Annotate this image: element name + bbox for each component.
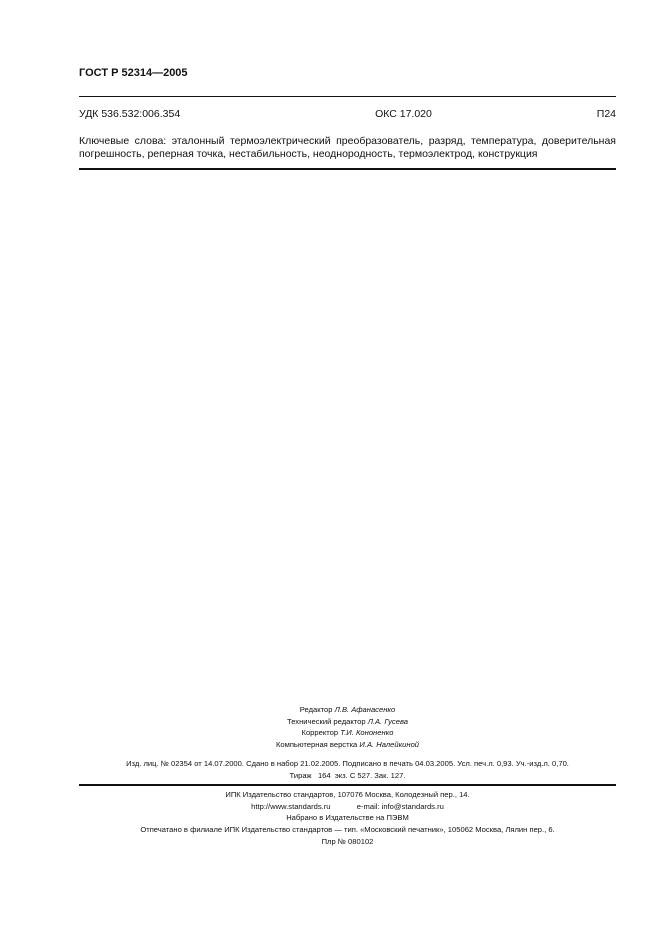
classification-row	[79, 108, 616, 120]
credit-line-editor: Редактор Л.В. Афанасенко	[299, 705, 396, 714]
credits-block	[79, 704, 616, 751]
udk-code: УДК 536.532:006.354	[79, 108, 181, 120]
publishing-details	[79, 758, 616, 781]
header-divider	[79, 96, 616, 97]
credit-line-layout: Компьютерная верстка И.А. Налейкиной	[275, 740, 420, 750]
printer-contacts	[79, 801, 616, 813]
publishing-line-1: Изд. лиц. № 02354 от 14.07.2000. Сдано в набор 21.02.2005. Подписано в печать 04.03.2005. Усл. печ.л. 0,93. Уч.-изд.л. 0,70.	[126, 759, 569, 768]
printer-license: Плр № 080102	[321, 836, 374, 846]
document-code: ГОСТ Р 52314—2005	[79, 67, 188, 79]
printer-address: ИПК Издательство стандартов, 107076 Москва, Колодезный пер., 14.	[225, 790, 470, 799]
printer-printed: Отпечатано в филиале ИПК Издательство стандартов — тип. «Московский печатник», 105062 Москва, Лялин пер., 6.	[140, 825, 555, 835]
oks-code: ОКС 17.020	[375, 108, 432, 120]
keywords-divider	[79, 168, 616, 170]
group-code: П24	[596, 108, 616, 120]
imprint-divider	[79, 784, 616, 786]
keywords-paragraph: Ключевые слова: эталонный термоэлектрический преобразователь, разряд, температура, доверительная погрешность, реперная точка, нестабильность, неоднородность, термоэлектрод, конструкция	[79, 135, 616, 160]
printer-email: e-mail: info@standards.ru	[356, 801, 444, 811]
printer-info	[79, 789, 616, 848]
publishing-line-2: Тираж 164 экз. С 527. Зак. 127.	[289, 770, 406, 780]
printer-website: http://www.standards.ru	[251, 801, 331, 811]
credit-line-tech-editor: Технический редактор Л.А. Гусева	[287, 716, 408, 726]
printer-typeset: Набрано в Издательстве на ПЭВМ	[286, 813, 409, 823]
credit-line-corrector: Корректор Т.И. Кононенко	[301, 728, 394, 738]
